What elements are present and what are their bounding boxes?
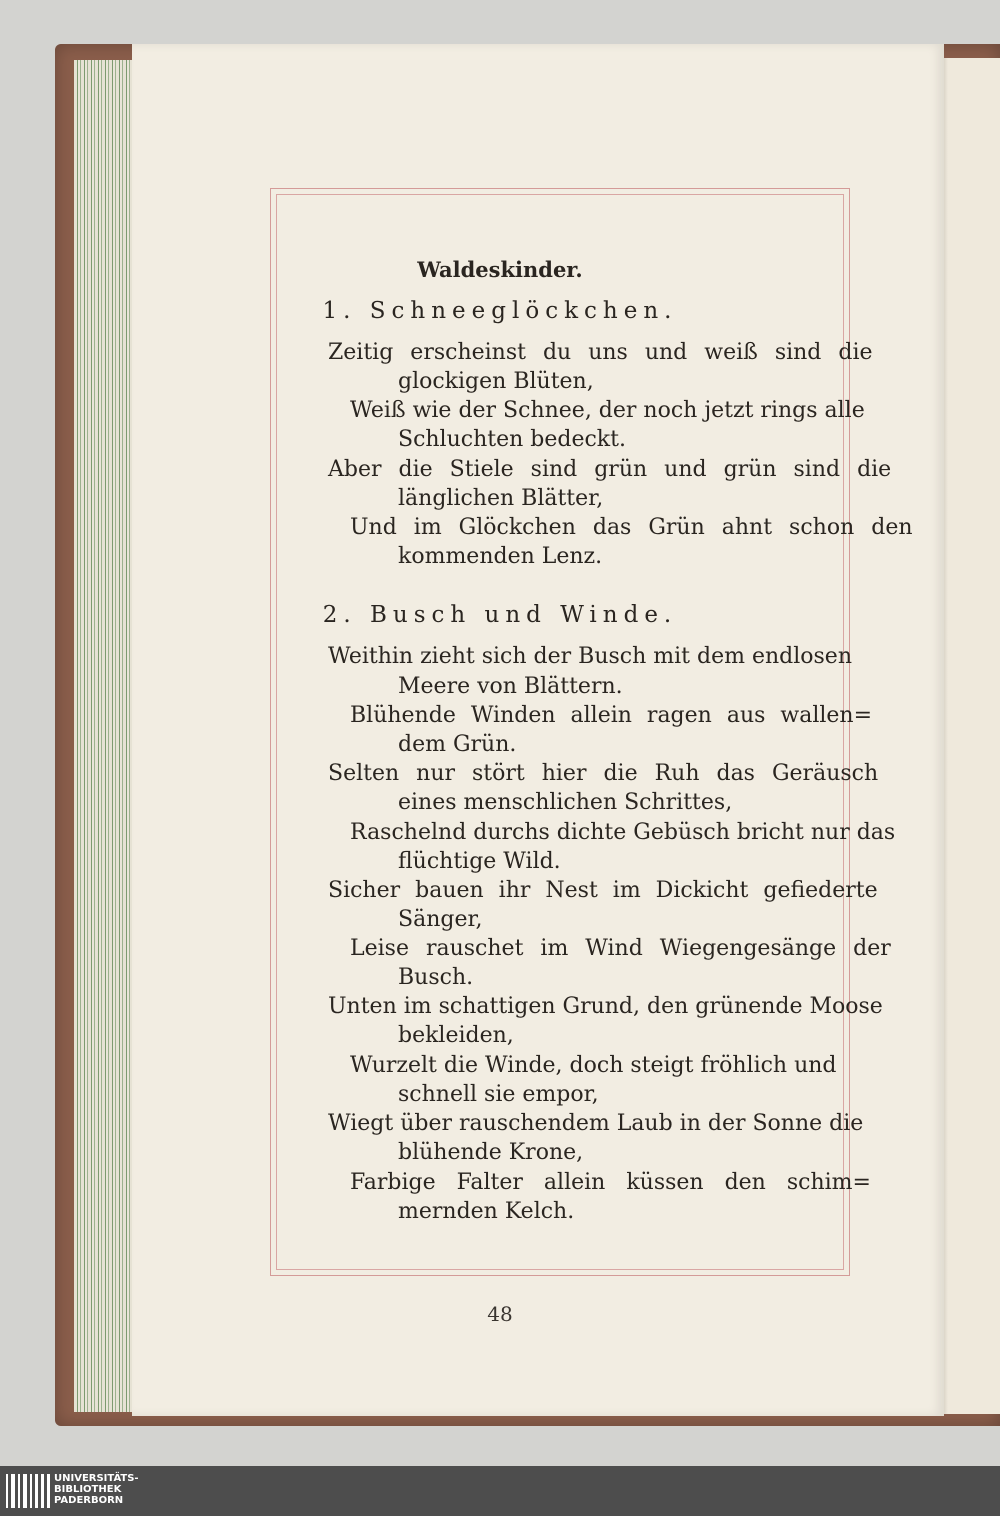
poem-line: Und im Glöckchen das Grün ahnt schon den: [350, 515, 913, 540]
poem-line: Zeitig erscheinst du uns und weiß sind die: [328, 340, 873, 365]
poem-line: blühende Krone,: [398, 1140, 584, 1165]
poem-line: Sänger,: [398, 907, 483, 932]
logo-line-3: PADERBORN: [54, 1495, 124, 1506]
poem-line: Wurzelt die Winde, doch steigt fröhlich und: [350, 1053, 837, 1078]
poem-line: Raschelnd durchs dichte Gebüsch bricht nur das: [350, 820, 896, 845]
poem-line: glockigen Blüten,: [398, 369, 594, 394]
section-2-heading: 2. Busch und Winde.: [322, 602, 678, 628]
poem-line: Weiß wie der Schnee, der noch jetzt rings alle: [350, 398, 865, 423]
poem-line: Blühende Winden allein ragen aus wallen=: [350, 703, 873, 728]
poem-line: bekleiden,: [398, 1023, 514, 1048]
poem-line: kommenden Lenz.: [398, 544, 603, 569]
poem-title: Waldeskinder.: [417, 257, 583, 282]
poem-line: Sicher bauen ihr Nest im Dickicht gefiederte: [328, 878, 878, 903]
poem-line: flüchtige Wild.: [398, 849, 561, 874]
poem-line: Leise rauschet im Wind Wiegengesänge der: [350, 936, 891, 961]
poem-line: Weithin zieht sich der Busch mit dem endlosen: [328, 644, 852, 669]
library-logo-icon: [6, 1474, 50, 1508]
library-footer: [0, 1466, 1000, 1516]
poem-line: mernden Kelch.: [398, 1199, 575, 1224]
poem-line: Aber die Stiele sind grün und grün sind die: [328, 457, 892, 482]
poem-line: Farbige Falter allein küssen den schim=: [350, 1170, 871, 1195]
poem-line: Meere von Blättern.: [398, 674, 623, 699]
logo-line-1: UNIVERSITÄTS-: [54, 1473, 139, 1484]
poem-line: länglichen Blätter,: [398, 486, 604, 511]
poem-line: Selten nur stört hier die Ruh das Geräusch: [328, 761, 879, 786]
poem-line: eines menschlichen Schrittes,: [398, 790, 733, 815]
library-logo-text: [54, 1473, 139, 1506]
poem-line: Schluchten bedeckt.: [398, 427, 626, 452]
poem-line: Wiegt über rauschendem Laub in der Sonne die: [328, 1111, 864, 1136]
poem-line: dem Grün.: [398, 732, 517, 757]
poem-line: Busch.: [398, 965, 474, 990]
poem-line: schnell sie empor,: [398, 1082, 599, 1107]
section-1-heading: 1. Schneeglöckchen.: [322, 298, 678, 324]
poem-line: Unten im schattigen Grund, den grünende Moose: [328, 994, 883, 1019]
page-number: 48: [487, 1302, 513, 1326]
logo-line-2: BIBLIOTHEK: [54, 1484, 122, 1495]
